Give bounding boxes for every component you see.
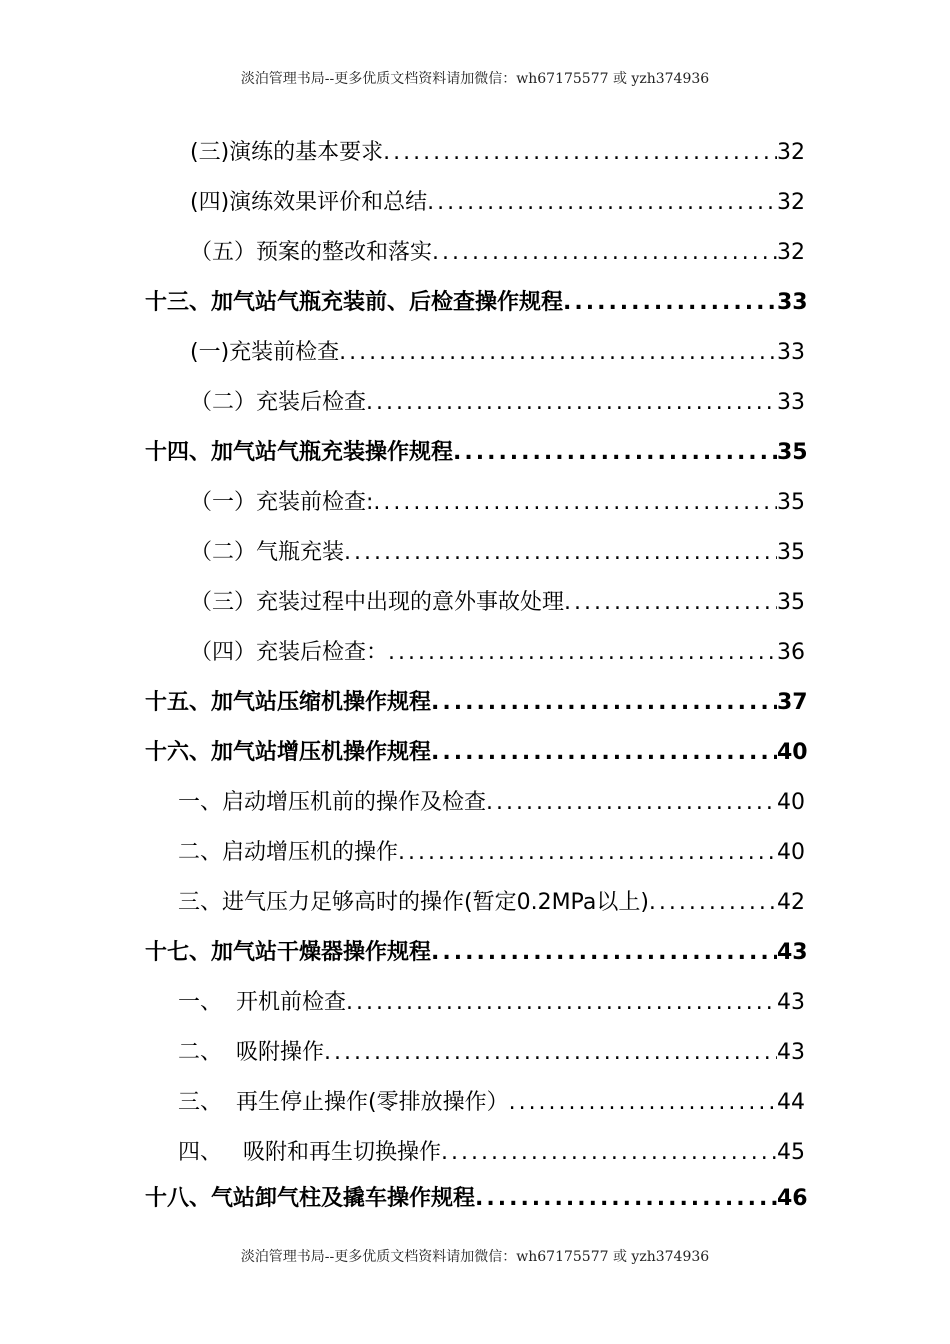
toc-entry[interactable] [178,834,805,868]
toc-entry[interactable] [178,784,805,818]
toc-leader-dots [388,638,777,668]
toc-entry-title: （五）预案的整改和落实 [190,240,433,265]
toc-section-entry[interactable] [145,934,808,968]
toc-entry-title: 二、 吸附操作 [178,1040,324,1065]
toc-entry[interactable] [178,1084,805,1118]
toc-entry-page: 42 [777,890,805,915]
page-header: 淡泊管理书局--更多优质文档资料请加微信：wh67175577 或 yzh374936 [240,71,710,87]
toc-entry[interactable] [190,384,805,418]
toc-entry-page: 33 [777,290,808,315]
toc-section-entry[interactable] [145,434,808,468]
toc-entry-title: 一、启动增压机前的操作及检查 [178,790,487,815]
toc-entry-title: 三、 再生停止操作(零排放操作） [178,1090,509,1115]
toc-leader-dots [431,938,777,968]
toc-entry[interactable] [178,984,805,1018]
toc-leader-dots [432,238,777,268]
toc-section-entry[interactable] [145,734,808,768]
toc-entry-title: （二）充装后检查 [190,390,367,415]
toc-section-entry[interactable] [145,284,808,318]
toc-leader-dots [564,588,777,618]
toc-section-entry[interactable] [145,684,808,718]
toc-leader-dots [475,1184,777,1214]
toc-entry-title: 一、 开机前检查 [178,990,346,1015]
toc-entry-page: 35 [777,490,805,515]
page-footer: 淡泊管理书局--更多优质文档资料请加微信：wh67175577 或 yzh374936 [240,1249,710,1265]
toc-section-entry[interactable] [145,1180,808,1214]
toc-entry[interactable] [190,334,805,368]
toc-entry-page: 36 [777,640,805,665]
toc-entry-title: 三、进气压力足够高时的操作(暂定0.2MPa以上) [178,890,649,915]
toc-entry-page: 32 [777,240,805,265]
toc-leader-dots [509,1088,777,1118]
toc-leader-dots [563,288,777,318]
toc-leader-dots [427,188,777,218]
toc-entry-page: 45 [777,1140,805,1165]
toc-entry-page: 40 [777,740,808,765]
toc-entry-title: 四、 吸附和再生切换操作 [178,1140,441,1165]
toc-leader-dots [453,438,777,468]
toc-leader-dots [366,388,777,418]
toc-entry-title: （三）充装过程中出现的意外事故处理 [190,590,565,615]
toc-entry-title: (一)充装前检查 [190,340,340,365]
toc-entry[interactable] [190,584,805,618]
toc-entry-page: 35 [777,440,808,465]
toc-entry-title: 二、启动增压机的操作 [178,840,399,865]
toc-leader-dots [649,888,777,918]
toc-entry-page: 33 [777,340,805,365]
toc-entry-title: 十八、气站卸气柱及撬车操作规程 [145,1186,476,1211]
toc-leader-dots [339,338,777,368]
toc-entry-title: （四）充装后检查： [190,640,389,665]
toc-leader-dots [431,688,777,718]
toc-entry-page: 43 [777,940,808,965]
toc-entry-page: 37 [777,690,808,715]
toc-entry-page: 32 [777,190,805,215]
toc-entry-page: 43 [777,990,805,1015]
toc-leader-dots [373,488,777,518]
toc-leader-dots [431,738,777,768]
toc-entry-page: 46 [777,1186,808,1211]
toc-entry-title: （二）气瓶充装 [190,540,345,565]
toc-entry-page: 40 [777,840,805,865]
toc-entry-page: 33 [777,390,805,415]
toc-entry-page: 32 [777,140,805,165]
toc-entry[interactable] [190,534,805,568]
toc-entry[interactable] [178,1034,805,1068]
toc-leader-dots [324,1038,777,1068]
toc-leader-dots [441,1138,777,1168]
toc-entry-title: 十六、加气站增压机操作规程 [145,740,432,765]
toc-entry-title: 十五、加气站压缩机操作规程 [145,690,432,715]
toc-entry[interactable] [190,134,805,168]
toc-entry[interactable] [190,184,805,218]
toc-entry[interactable] [178,884,805,918]
toc-entry-title: 十三、加气站气瓶充装前、后检查操作规程 [145,290,564,315]
toc-entry-page: 44 [777,1090,805,1115]
toc-entry-title: (三)演练的基本要求 [190,140,384,165]
toc-entry-page: 43 [777,1040,805,1065]
toc-leader-dots [486,788,777,818]
toc-leader-dots [383,138,777,168]
toc-entry-page: 35 [777,540,805,565]
toc-entry-title: (四)演练效果评价和总结 [190,190,428,215]
toc-entry-title: 十七、加气站干燥器操作规程 [145,940,432,965]
toc-entry[interactable] [190,484,805,518]
toc-entry[interactable] [190,634,805,668]
toc-entry-title: 十四、加气站气瓶充装操作规程 [145,440,454,465]
toc-leader-dots [346,988,777,1018]
toc-entry-page: 35 [777,590,805,615]
toc-leader-dots [398,838,777,868]
toc-entry-page: 40 [777,790,805,815]
toc-entry[interactable] [178,1134,805,1168]
toc-entry-title: （一）充装前检查: [190,490,374,515]
toc-entry[interactable] [190,234,805,268]
toc-leader-dots [344,538,777,568]
